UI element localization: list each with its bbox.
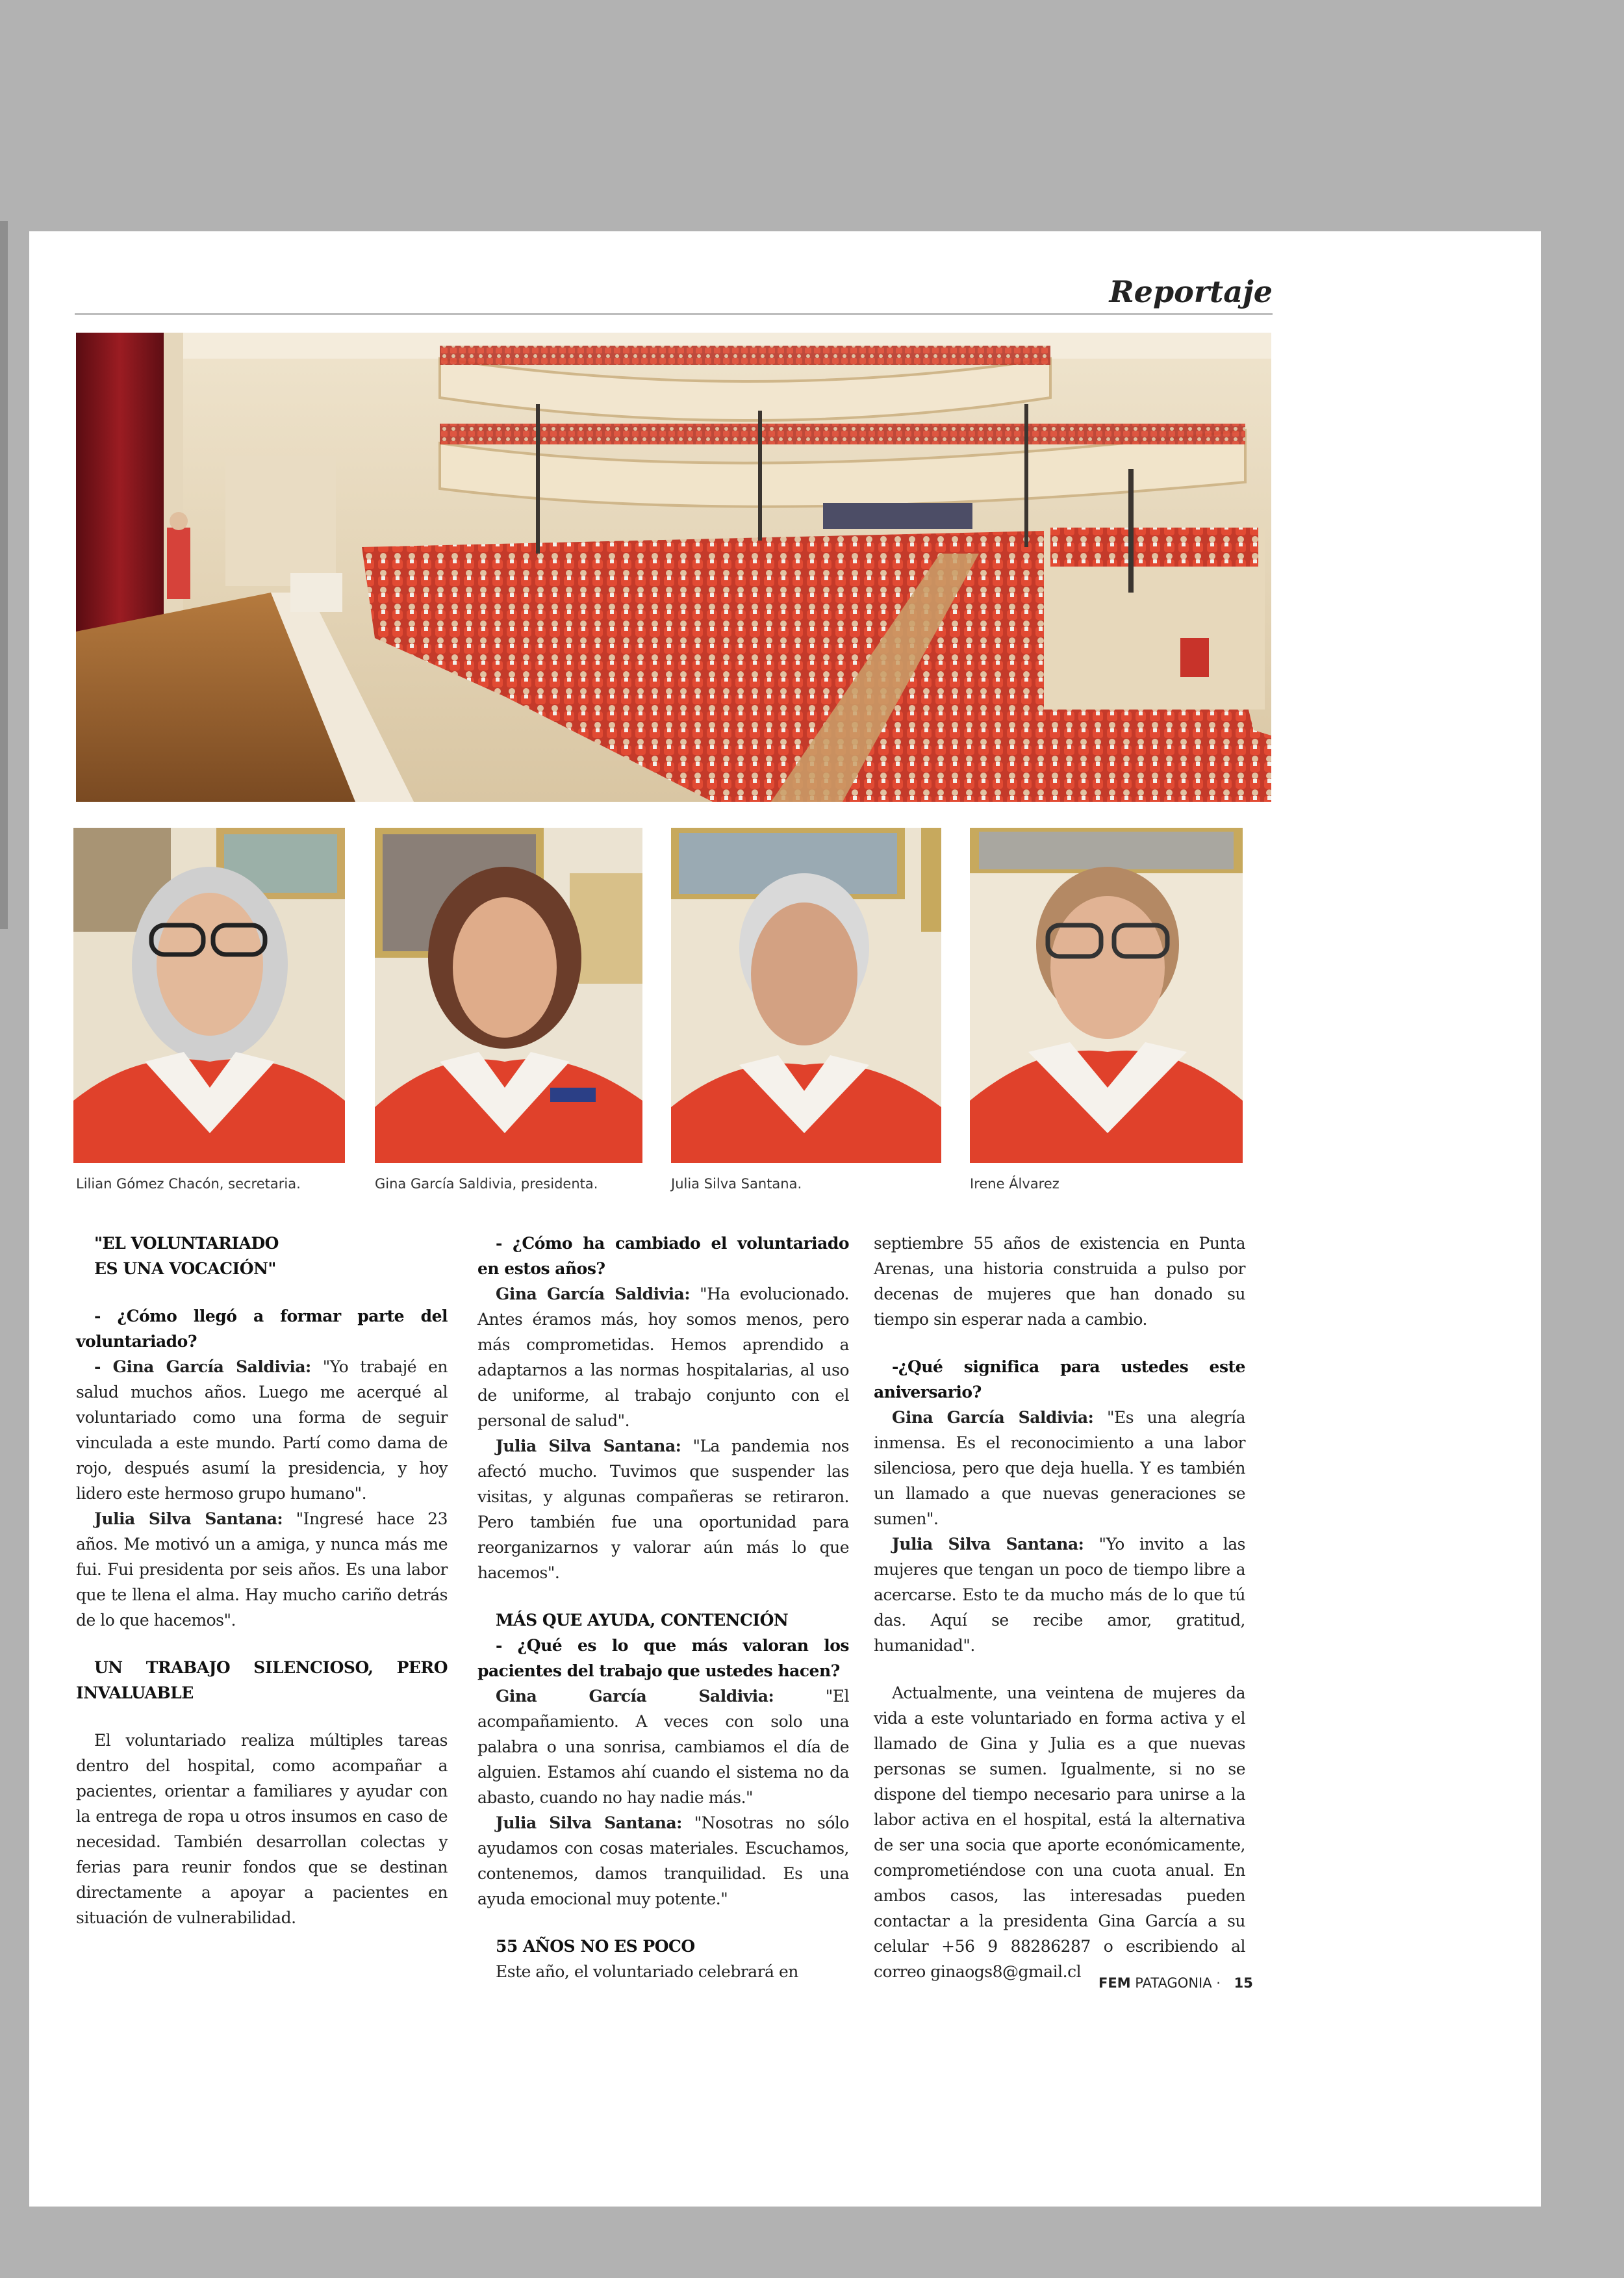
footer-magazine-name: PATAGONIA: [1135, 1975, 1212, 1991]
magazine-page: [29, 231, 1541, 2207]
col2-answer-2: Julia Silva Santana: "La pandemia nos afectó mucho. Tuvimos que suspender las visitas, y algunas compañeras se retiraron. Pero también fue una oportunidad para reorganizarnos y valorar aún más lo que hacemos".: [477, 1437, 849, 1582]
col1-answer-1: - Gina García Saldivia: "Yo trabajé en salud muchos años. Luego me acerqué al voluntariado como una forma de seguir vinculada a este mundo. Partí como dama de rojo, después asumí la presidencia, y hoy lidero este hermoso grupo humano".: [76, 1357, 448, 1503]
col3-body-1: septiembre 55 años de existencia en Punta Arenas, una historia construida a pulso por decenas de mujeres que han donado su tiempo sin esperar nada a cambio.: [874, 1234, 1245, 1329]
portrait-lilian-gomez: [73, 828, 345, 1163]
col2-body: Este año, el voluntariado celebrará en: [496, 1962, 798, 1981]
caption-lilian: Lilian Gómez Chacón, secretaria.: [76, 1176, 301, 1192]
col2-question-1: - ¿Cómo ha cambiado el voluntariado en estos años?: [477, 1234, 849, 1278]
page-edge-shadow: [0, 221, 8, 929]
col1-answer-2: Julia Silva Santana: "Ingresé hace 23 años. Me motivó un a amiga, y nunca más me fui. Fui presidenta por seis años. Es una labor que te llena el alma. Hay mucho cariño detrás de lo que hacemos".: [76, 1509, 448, 1630]
col1-heading-2: ES UNA VOCACIÓN": [94, 1259, 276, 1278]
col2-answer-1: Gina García Saldivia: "Ha evolucionado. Antes éramos más, hoy somos menos, pero más comprometidas. Hemos aprendido a adaptarnos a las normas hospitalarias, al uso de uniforme, al trabajo conjunto con el personal de salud".: [477, 1285, 849, 1430]
col2-heading-2: MÁS QUE AYUDA, CONTENCIÓN: [496, 1611, 789, 1630]
col1-body: El voluntariado realiza múltiples tareas dentro del hospital, como acompañar a pacientes, orientar a familiares y ayudar con la entrega de ropa u otros insumos en caso de necesidad. También desarrollan colectas y ferias para reunir fondos que se destinan directamente a apoyar a pacientes en situación de vulnerabilidad.: [76, 1731, 448, 1927]
col2-heading-3: 55 AÑOS NO ES POCO: [496, 1937, 695, 1956]
col1-heading-1: "EL VOLUNTARIADO: [94, 1234, 279, 1253]
portrait-gina-garcia: [375, 828, 642, 1163]
footer-brand: FEM: [1098, 1975, 1131, 1991]
caption-irene: Irene Álvarez: [970, 1176, 1059, 1192]
article-column-1: [76, 1231, 448, 1930]
col2-answer-4: Julia Silva Santana: "Nosotras no sólo ayudamos con cosas materiales. Escuchamos, contenemos, damos tranquilidad. Es una ayuda emocional muy potente.": [477, 1813, 849, 1908]
caption-gina: Gina García Saldivia, presidenta.: [375, 1176, 598, 1192]
page-number: 15: [1234, 1975, 1253, 1991]
col3-answer-1: Gina García Saldivia: "Es una alegría inmensa. Es el reconocimiento a una labor silenciosa, pero que deja huella. Y es también un llamado a que nuevas generaciones se sumen".: [874, 1408, 1246, 1528]
col2-question-2: - ¿Qué es lo que más valoran los pacientes del trabajo que ustedes hacen?: [477, 1636, 849, 1680]
col2-answer-3: Gina García Saldivia: "El acompañamiento. A veces con solo una palabra o una sonrisa, cambiamos el día de alguien. Estamos ahí cuando el sistema no da abasto, cuando no hay nadie más.": [477, 1687, 849, 1807]
theatre-photo: [76, 333, 1271, 802]
article-column-2: [477, 1231, 849, 1984]
header-rule: [75, 313, 1273, 315]
footer-separator: ·: [1216, 1975, 1221, 1991]
caption-julia: Julia Silva Santana.: [671, 1176, 802, 1192]
portrait-julia-silva: [671, 828, 941, 1163]
col1-question-1: - ¿Cómo llegó a formar parte del voluntariado?: [76, 1307, 448, 1351]
page-footer: [1098, 1975, 1253, 1991]
section-label: Reportaje: [1109, 274, 1273, 309]
col3-body-2: Actualmente, una veintena de mujeres da vida a este voluntariado en forma activa y el llamado de Gina y Julia es a que nuevas personas se sumen. Igualmente, si no se dispone del tiempo necesario para unirse a la labor activa en el hospital, está la alternativa de ser una socia que aporte económicamente, comprometiéndose con una cuota anual. En ambos casos, las interesadas pueden contactar a la presidenta Gina García a su celular +56 9 88286287 o escribiendo al correo ginaogs8@gmail.cl: [874, 1683, 1245, 1981]
col1-heading-3: UN TRABAJO SILENCIOSO, PERO INVALUABLE: [76, 1658, 448, 1702]
portrait-irene-alvarez: [970, 828, 1243, 1163]
article-column-3: [874, 1231, 1245, 1984]
col3-question-1: -¿Qué significa para ustedes este aniversario?: [874, 1357, 1245, 1401]
col3-answer-2: Julia Silva Santana: "Yo invito a las mujeres que tengan un poco de tiempo libre a acercarse. Esto te da mucho más de lo que tú das. Aquí se recibe amor, gratitud, humanidad".: [874, 1535, 1245, 1655]
